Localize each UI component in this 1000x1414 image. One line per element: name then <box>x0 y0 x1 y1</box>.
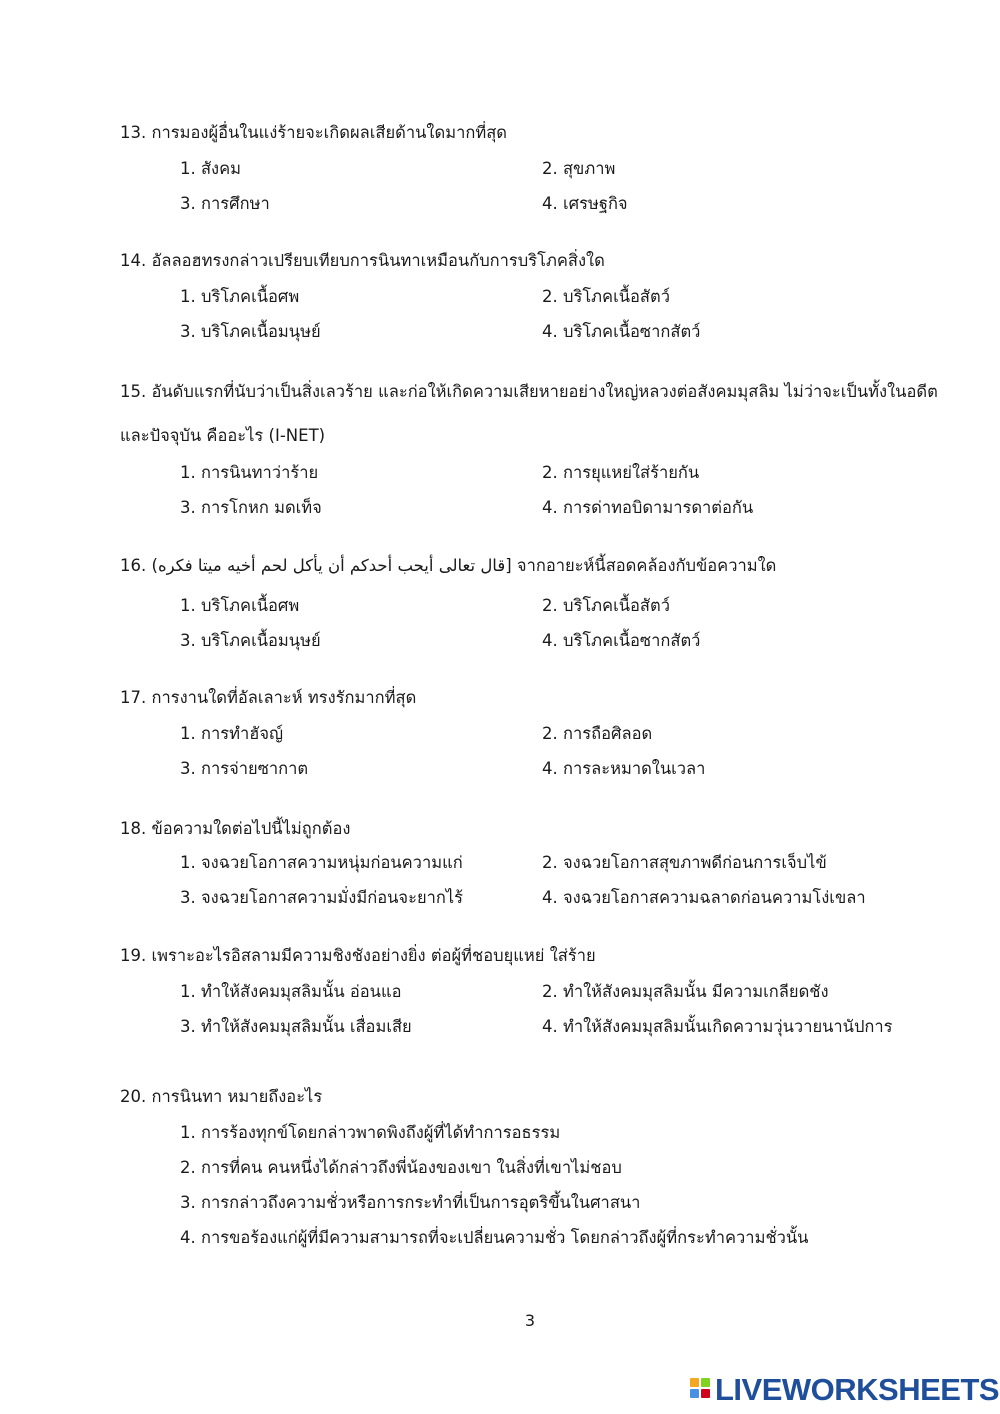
option[interactable]: 1. การนินทาว่าร้าย <box>180 463 319 482</box>
option[interactable]: 1. การทำฮัจญ์ <box>180 724 284 743</box>
question-13: 13. การมองผู้อื่นในแง่ร้ายจะเกิดผลเสียด้านใดมากที่สุด <box>120 123 507 142</box>
question-14: 14. อัลลอฮทรงกล่าวเปรียบเทียบการนินทาเหมือนกับการบริโภคสิ่งใด <box>120 251 605 270</box>
option[interactable]: 3. การจ่ายซากาต <box>180 759 309 778</box>
option[interactable]: 1. บริโภคเนื้อศพ <box>180 287 300 306</box>
option[interactable]: 2. การยุแหย่ใส่ร้ายกัน <box>542 463 700 482</box>
liveworksheets-logo[interactable] <box>690 1372 999 1408</box>
option[interactable]: 3. การกล่าวถึงความชั่วหรือการกระทำที่เป็นการอุตริขึ้นในศาสนา <box>180 1193 641 1212</box>
question-20: 20. การนินทา หมายถึงอะไร <box>120 1087 323 1106</box>
option[interactable]: 4. บริโภคเนื้อซากสัตว์ <box>542 322 701 341</box>
question-17: 17. การงานใดที่อัลเลาะห์ ทรงรักมากที่สุด <box>120 688 417 707</box>
option[interactable]: 4. การด่าทอบิดามารดาต่อกัน <box>542 498 754 517</box>
option[interactable]: 4. ทำให้สังคมมุสลิมนั้นเกิดความวุ่นวายนานัปการ <box>542 1017 893 1036</box>
option[interactable]: 2. การถือศิลอด <box>542 724 653 743</box>
option[interactable]: 2. จงฉวยโอกาสสุขภาพดีก่อนการเจ็บไข้ <box>542 853 827 872</box>
question-18: 18. ข้อความใดต่อไปนี้ไม่ถูกต้อง <box>120 819 351 838</box>
option[interactable]: 2. บริโภคเนื้อสัตว์ <box>542 596 670 615</box>
option[interactable]: 1. การร้องทุกข์โดยกล่าวพาดพิงถึงผู้ที่ได้ทำการอธรรม <box>180 1123 561 1142</box>
page-number: 3 <box>524 1311 536 1330</box>
question-16: 16. (قال تعالى أيحب أحدكم أن يأكل لحم أخيه ميتا فكره] จากอายะห์นี้สอดคล้องกับข้อความใด <box>120 556 777 575</box>
option[interactable]: 4. เศรษฐกิจ <box>542 194 628 213</box>
option[interactable]: 4. การละหมาดในเวลา <box>542 759 706 778</box>
option[interactable]: 3. บริโภคเนื้อมนุษย์ <box>180 631 321 650</box>
option[interactable]: 2. ทำให้สังคมมุสลิมนั้น มีความเกลียดชัง <box>542 982 829 1001</box>
option[interactable]: 4. จงฉวยโอกาสความฉลาดก่อนความโง่เขลา <box>542 888 866 907</box>
option[interactable]: 3. ทำให้สังคมมุสลิมนั้น เสื่อมเสีย <box>180 1017 412 1036</box>
option[interactable]: 1. บริโภคเนื้อศพ <box>180 596 300 615</box>
option[interactable]: 1. สังคม <box>180 159 242 178</box>
option[interactable]: 4. การขอร้องแก่ผู้ที่มีความสามารถที่จะเปลี่ยนความชั่ว โดยกล่าวถึงผู้ที่กระทำความชั่วนั้น <box>180 1228 809 1247</box>
option[interactable]: 3. จงฉวยโอกาสความมั่งมีก่อนจะยากไร้ <box>180 888 464 907</box>
brand-name: LIVEWORKSHEETS <box>715 1372 1000 1407</box>
question-19: 19. เพราะอะไรอิสลามมีความชิงชังอย่างยิ่ง ต่อผู้ที่ชอบยุแหย่ ใส่ร้าย <box>120 946 596 965</box>
option[interactable]: 3. การศึกษา <box>180 194 270 213</box>
option[interactable]: 2. การที่คน คนหนึ่งได้กล่าวถึงพี่น้องของเขา ในสิ่งที่เขาไม่ชอบ <box>180 1158 622 1177</box>
option[interactable]: 1. ทำให้สังคมมุสลิมนั้น อ่อนแอ <box>180 982 402 1001</box>
question-15: 15. อันดับแรกที่นับว่าเป็นสิ่งเลวร้าย และก่อให้เกิดความเสียหายอย่างใหญ่หลวงต่อสังคมมุสลิม ไม่ว่าจะเป็นทั้งในอดีตและปัจจุบัน คืออะไร (I-NET) <box>120 382 938 445</box>
option[interactable]: 2. บริโภคเนื้อสัตว์ <box>542 287 670 306</box>
option[interactable]: 3. บริโภคเนื้อมนุษย์ <box>180 322 321 341</box>
option[interactable]: 1. จงฉวยโอกาสความหนุ่มก่อนความแก่ <box>180 853 463 872</box>
option[interactable]: 2. สุขภาพ <box>542 159 616 178</box>
option[interactable]: 4. บริโภคเนื้อซากสัตว์ <box>542 631 701 650</box>
liveworksheets-logo-icon <box>690 1375 712 1405</box>
option[interactable]: 3. การโกหก มดเท็จ <box>180 498 322 517</box>
